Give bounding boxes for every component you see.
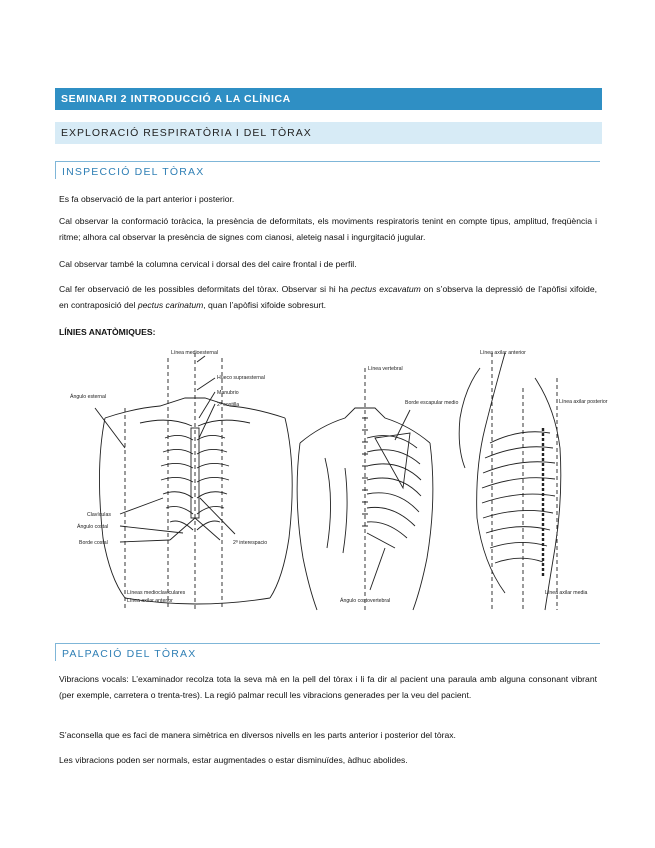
anatomical-lines-label: LÍNIES ANATÒMIQUES: xyxy=(59,327,156,337)
label-hueco-supraesternal: Hueco supraesternal xyxy=(217,375,265,381)
inspection-heading: INSPECCIÓ DEL TÒRAX xyxy=(55,161,600,179)
label-angulo-costal: Ángulo costal xyxy=(77,524,109,530)
label-borde-costal: Borde costal xyxy=(79,540,108,546)
label-borde-escapular: Borde escapular medio xyxy=(405,400,459,406)
p4-text-b: on s’observa la depressió de l’apòfisi xifoide, en contraposició del xyxy=(59,284,598,310)
p4-text-a: Cal fer observació de les possibles deformitats del tòrax. Observar si hi ha xyxy=(59,284,352,294)
label-angulo-costovertebral: Ángulo costovertebral xyxy=(340,598,391,604)
seminar-title-bar xyxy=(55,88,602,110)
subtitle-bar xyxy=(55,122,602,144)
p4-text-c: , quan l’apòfisi xifoide sobresurt. xyxy=(203,299,327,310)
label-linea-vertebral: Línea vertebral xyxy=(368,366,403,372)
p4-emphasis-2: pectus carinatum xyxy=(137,299,204,310)
anatomical-lines-figure xyxy=(65,348,608,613)
label-lineas-medioclaviculares: Líneas medioclaviculares xyxy=(127,590,186,596)
palpation-paragraph-3: Les vibracions poden ser normals, estar augmentades o estar disminuïdes, àdhuc abolides. xyxy=(59,755,408,765)
label-manubrio: Manubrio xyxy=(217,390,239,396)
inspection-paragraph-4 xyxy=(59,282,597,313)
label-costilla-2: 2ª costilla xyxy=(217,402,240,408)
subtitle: EXPLORACIÓ RESPIRATÒRIA I DEL TÒRAX xyxy=(61,127,312,139)
palpation-paragraph-1: Vibracions vocals: L’examinador recolza tota la seva mà en la pell del tòrax i li fa dir al pacient una paraula amb alguna consonant vibrant (per exemple, carretera o trenta-tres). La regió palmar recull les vibracions generades per la veu del pacient. xyxy=(59,674,597,700)
seminar-title: SEMINARI 2 INTRODUCCIÓ A LA CLÍNICA xyxy=(61,93,291,105)
label-linea-axilar-anterior-front: Línea axilar anterior xyxy=(127,598,173,604)
inspection-paragraph-1: Es fa observació de la part anterior i posterior. xyxy=(59,194,235,204)
label-linea-axilar-anterior-side: Línea axilar anterior xyxy=(480,350,526,356)
label-linea-axilar-posterior: Línea axilar posterior xyxy=(559,399,608,405)
palpation-paragraph-2: S’aconsella que es faci de manera simètrica en diversos nivells en les parts anterior i posterior del tòrax. xyxy=(59,730,456,740)
label-angulo-esternal: Ángulo esternal xyxy=(70,394,107,400)
label-clavicles: Clavículas xyxy=(87,512,111,518)
inspection-paragraph-2: Cal observar la conformació toràcica, la presència de deformitats, els moviments respiratoris tenint en compte tipus, amplitud, freqüència i ritme; alhora cal observar la presència de signes com cianosi, aleteig nasal i ingurgitació jugular. xyxy=(59,216,597,242)
p4-emphasis-1: pectus excavatum xyxy=(351,284,421,294)
label-linea-medioesternal: Línea medioesternal xyxy=(171,350,219,356)
palpation-heading: PALPACIÓ DEL TÒRAX xyxy=(55,643,600,661)
inspection-paragraph-3: Cal observar també la columna cervical i dorsal des del caire frontal i de perfil. xyxy=(59,259,357,269)
label-linea-axilar-media: Línea axilar media xyxy=(545,590,588,596)
label-espacio-2: 2º interespacio xyxy=(233,540,268,546)
